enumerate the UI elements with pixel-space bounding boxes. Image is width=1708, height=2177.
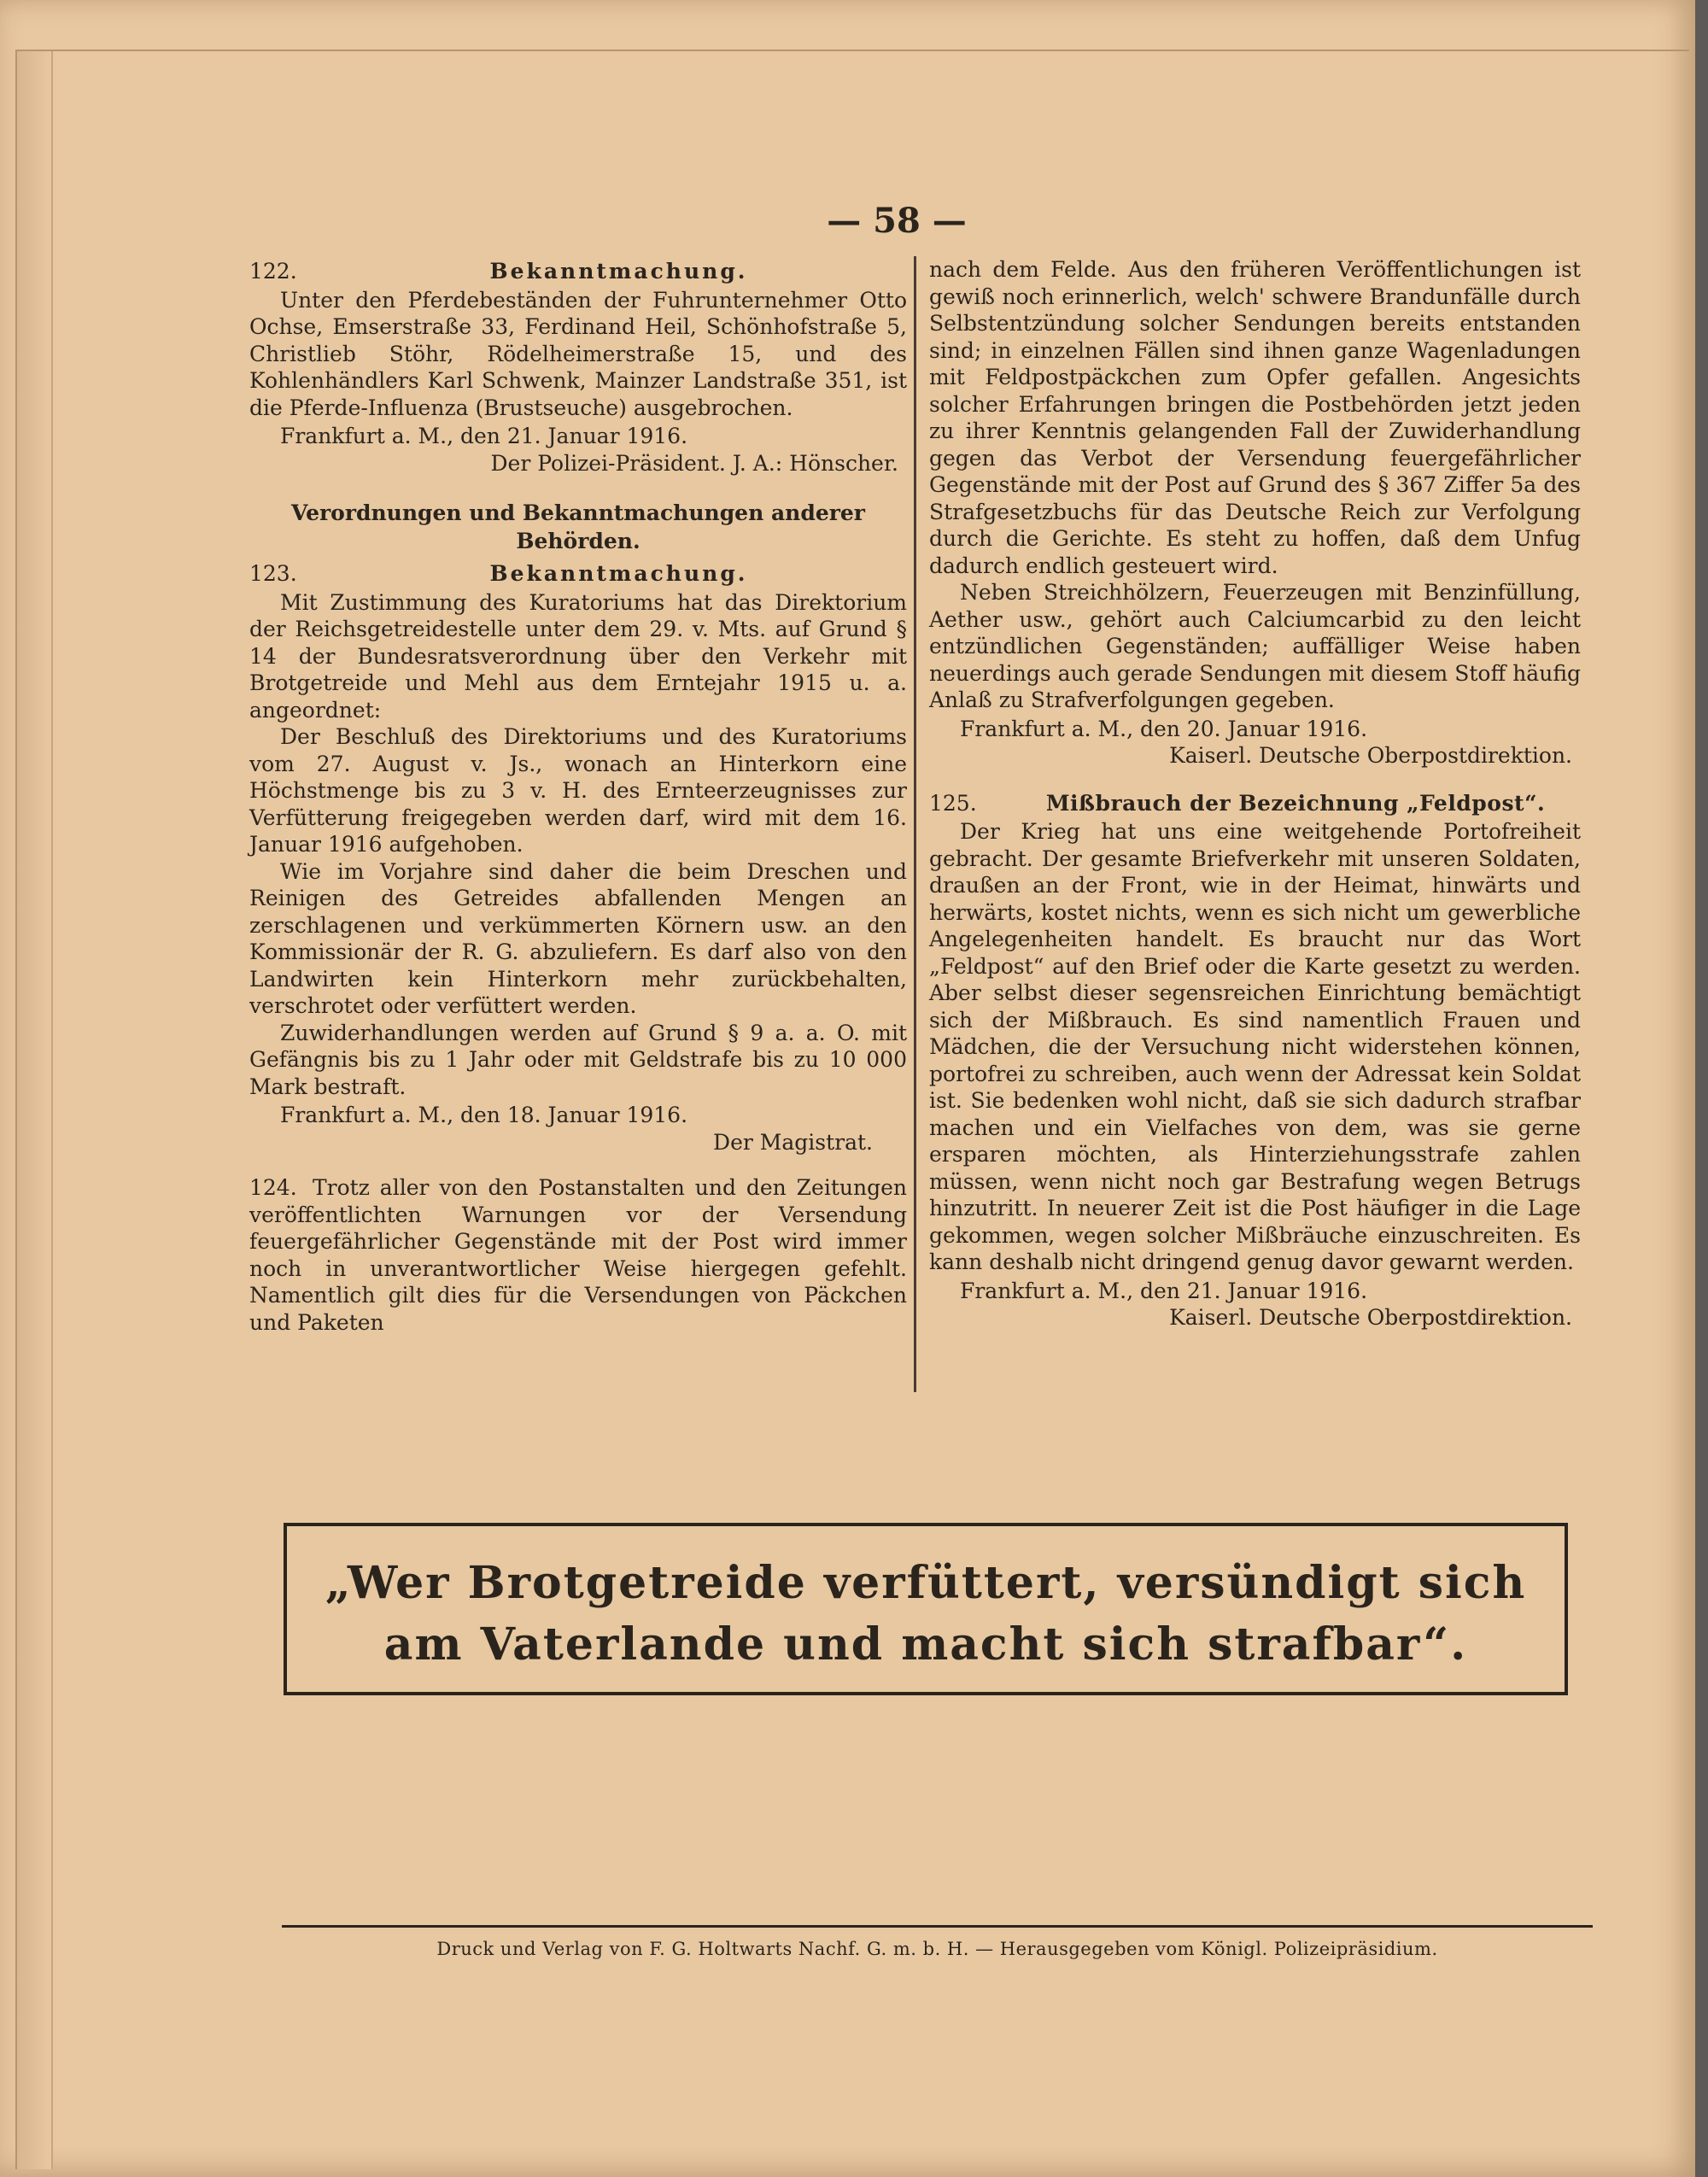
notice-125-header <box>929 790 1581 817</box>
right-column <box>929 256 1581 1331</box>
notice-heading: Bekanntmachung. <box>489 259 748 284</box>
notice-123-paragraph: Der Beschluß des Direktoriums und des Kuratoriums vom 27. August v. Js., wonach an Hinterkorn eine Höchstmenge bis zu 3 v. H. des Ernteerzeugnisses zur Verfütterung freigegeben werden darf, wird mit dem 16. Januar 1916 aufgehoben. <box>249 724 907 857</box>
notice-number: 125. <box>929 790 977 816</box>
notice-123-signature: Der Magistrat. <box>713 1129 873 1155</box>
notice-123-paragraph: Mit Zustimmung des Kuratoriums hat das Direktorium der Reichsgetreidestelle unter dem 29. v. Mts. auf Grund § 14 der Bundesratsverordnung über den Verkehr mit Brotgetreide und Mehl aus dem Erntejahr 1915 u. a. angeordnet: <box>249 589 907 723</box>
notice-125-body: Der Krieg hat uns eine weitgehende Portofreiheit gebracht. Der gesamte Briefverkehr mit unseren Soldaten, draußen an der Front, wie in der Heimat, hinwärts und herwärts, kostet nichts, wenn es sich nicht um gewerbliche Angelegenheiten handelt. Es braucht nur das Wort „Feldpost“ auf den Brief oder die Karte gesetzt zu werden. Aber selbst dieser segensreichen Einrichtung bemächtigt sich der Mißbrauch. Es sind namentlich Frauen und Mädchen, die der Versuchung nicht widerstehen können, portofrei zu schreiben, auch wenn der Adressat kein Soldat ist. Sie bedenken wohl nicht, daß sie sich dadurch strafbar machen und ein Vielfaches von dem, was sie gerne ersparen möchten, als Hinterziehungsstrafe zahlen müssen, wenn nicht noch gar Bestrafung wegen Betrugs hinzutritt. In neuerer Zeit ist die Post häufiger in die Lage gekommen, wegen solcher Mißbräuche einzuschreiten. Es kann deshalb nicht dringend genug davor gewarnt werden. <box>929 819 1581 1274</box>
notice-123-header <box>249 560 907 588</box>
page-top-edge <box>15 50 1689 61</box>
column-divider <box>914 256 916 1392</box>
notice-125-signature: Kaiserl. Deutsche Oberpostdirektion. <box>1169 1305 1572 1330</box>
slogan-line: „Wer Brotgetreide verfüttert, versündigt sich <box>325 1557 1527 1609</box>
notice-123-paragraph: Zuwiderhandlungen werden auf Grund § 9 a. a. O. mit Gefängnis bis zu 1 Jahr oder mit Geldstrafe bis zu 10 000 Mark bestraft. <box>249 1020 907 1099</box>
section-title: Verordnungen und Bekanntmachungen anderer Behörden. <box>291 500 865 553</box>
notice-122-header <box>249 258 907 285</box>
notice-122-body: Unter den Pferdebeständen der Fuhrunternehmer Otto Ochse, Emserstraße 33, Ferdinand Heil, Schönhofstraße 5, Christlieb Stöhr, Rödelheimerstraße 15, und des Kohlenhändlers Karl Schwenk, Mainzer Landstraße 351, ist die Pferde-Influenza (Brustseuche) ausgebrochen. <box>249 287 907 420</box>
page-number: — 58 — <box>827 201 967 241</box>
slogan-banner <box>284 1523 1568 1695</box>
notice-125-date: Frankfurt a. M., den 21. Januar 1916. <box>960 1278 1368 1303</box>
notice-124-signature: Kaiserl. Deutsche Oberpostdirektion. <box>1169 743 1572 768</box>
notice-124-date: Frankfurt a. M., den 20. Januar 1916. <box>960 716 1368 741</box>
notice-number: 123. <box>249 561 297 586</box>
notice-124-paragraph <box>249 1174 907 1336</box>
notice-123-date: Frankfurt a. M., den 18. Januar 1916. <box>280 1103 688 1127</box>
notice-123-paragraph: Wie im Vorjahre sind daher die beim Dreschen und Reinigen des Getreides abfallenden Mengen an zerschlagenen und verkümmerten Körnern usw. an den Kommissionär der R. G. abzuliefern. Es darf also von den Landwirten kein Hinterkorn mehr zurückbehalten, verschrotet oder verfüttert werden. <box>249 858 907 1018</box>
notice-124-paragraph: Neben Streichhölzern, Feuerzeugen mit Benzinfüllung, Aether usw., gehört auch Calciumcarbid zu den leicht entzündlichen Gegenständen; auffälliger Weise haben neuerdings auch gerade Sendungen mit diesem Stoff häufig Anlaß zu Strafverfolgungen gegeben. <box>929 580 1581 712</box>
notice-heading: Mißbrauch der Bezeichnung „Feldpost“. <box>1045 790 1546 816</box>
notice-124-text: Trotz aller von den Postanstalten und den Zeitungen veröffentlichten Warnungen vor der Versendung feuergefährlicher Gegenstände mit der Post wird immer noch in unverantwortlicher Weise hiergegen gefehlt. Namentlich gilt dies für die Versendungen von Päckchen und Paketen <box>249 1175 907 1335</box>
notice-124-continuation: nach dem Felde. Aus den früheren Veröffentlichungen ist gewiß noch erinnerlich, welch' schwere Brandunfälle durch Selbstentzündung solcher Sendungen bereits entstanden sind; in einzelnen Fällen sind ihnen ganze Wagenladungen mit Feldpostpäckchen zum Opfer gefallen. Angesichts solcher Erfahrungen bringen die Postbehörden jetzt jeden zu ihrer Kenntnis gelangenden Fall der Zuwiderhandlung gegen das Verbot der Versendung feuergefährlicher Gegenstände mit der Post auf Grund des § 367 Ziffer 5a des Strafgesetzbuchs für das Deutsche Reich zur Verfolgung durch die Gerichte. Es steht zu hoffen, daß dem Unfug dadurch endlich gesteuert wird. <box>929 257 1581 578</box>
notice-122-signature: Der Polizei-Präsident. J. A.: Hönscher. <box>490 450 898 476</box>
imprint-footer: Druck und Verlag von F. G. Holtwarts Nachf. G. m. b. H. — Herausgegeben vom Königl. Polizeipräsidium. <box>436 1939 1438 1959</box>
footer-rule <box>282 1925 1593 1928</box>
notice-number: 122. <box>249 259 297 284</box>
slogan-line: am Vaterlande und macht sich strafbar“. <box>383 1618 1468 1671</box>
left-column <box>249 256 907 1336</box>
notice-122-date: Frankfurt a. M., den 21. Januar 1916. <box>280 424 688 448</box>
notice-heading: Bekanntmachung. <box>489 561 748 586</box>
notice-number: 124. <box>249 1175 297 1200</box>
page-stack-edge <box>15 51 53 2169</box>
